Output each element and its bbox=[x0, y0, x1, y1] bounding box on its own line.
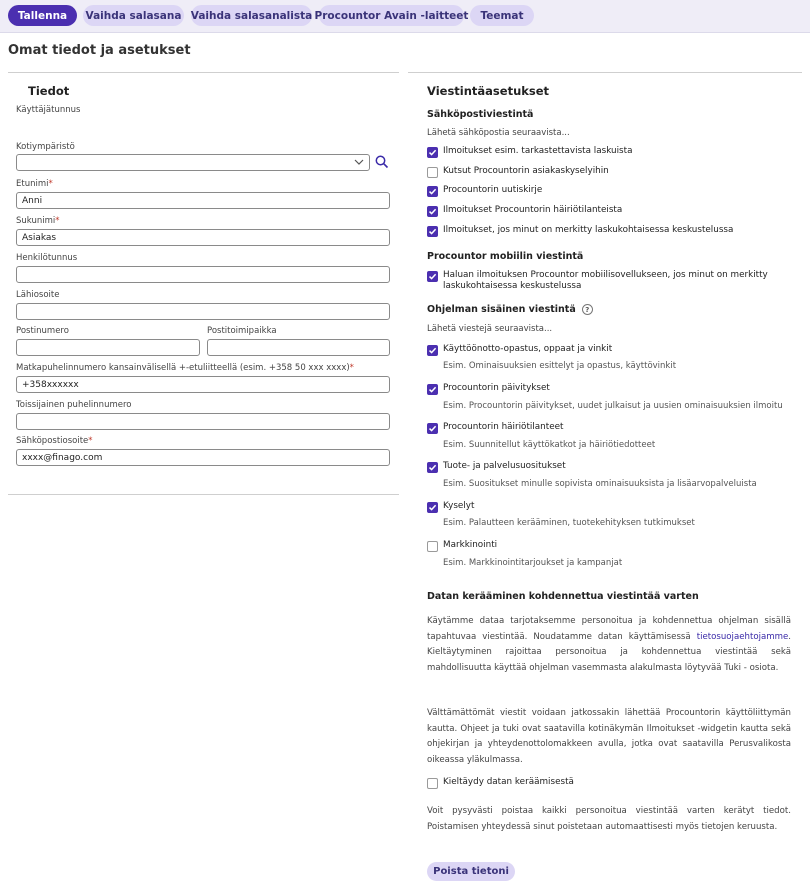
first-name-label bbox=[16, 179, 53, 189]
communication-settings-title: Viestintäasetukset bbox=[427, 84, 550, 98]
page-title: Omat tiedot ja asetukset bbox=[8, 43, 191, 58]
email-option-label: Ilmoitukset Procountorin häiriötilanteista bbox=[443, 205, 623, 215]
inapp-option-5[interactable] bbox=[427, 540, 497, 552]
email-option-4[interactable] bbox=[427, 225, 733, 237]
inapp-option-label: Tuote- ja palvelusuositukset bbox=[443, 461, 566, 471]
themes-button[interactable]: Teemat bbox=[470, 5, 534, 26]
email-option-label: Ilmoitukset, jos minut on merkitty laskukohtaisessa keskustelussa bbox=[443, 225, 734, 235]
username-label: Käyttäjätunnus bbox=[16, 105, 81, 115]
email-option-label: Procountorin uutiskirje bbox=[443, 185, 543, 195]
right-top-divider bbox=[408, 72, 802, 73]
inapp-option-label: Käyttöönotto-opastus, oppaat ja vinkit bbox=[443, 344, 613, 354]
left-top-divider bbox=[8, 72, 399, 73]
email-option-label: Ilmoitukset esim. tarkastettavista laskuista bbox=[443, 146, 633, 156]
address-label: Lähiosoite bbox=[16, 290, 60, 300]
mobile-option-label: Haluan ilmoituksen Procountor mobiilisovellukseen, jos minut on merkitty laskukohtaisessa keskustelussa bbox=[443, 270, 768, 291]
data-section-title: Datan kerääminen kohdennettua viestintää varten bbox=[427, 591, 699, 602]
data-paragraph-1-text: Käytämme dataa tarjotaksemme personoitua ja kohdennettua ohjelman sisällä tapahtuvaa viestintää. Noudatamme datan käyttämisessä bbox=[427, 616, 791, 642]
check-icon bbox=[428, 272, 437, 281]
check-icon bbox=[428, 424, 437, 433]
ssn-label: Henkilötunnus bbox=[16, 253, 78, 263]
checkbox-checked[interactable] bbox=[427, 206, 438, 217]
inapp-option-0[interactable] bbox=[427, 344, 612, 356]
change-passphrase-button[interactable]: Vaihda salasanalista bbox=[191, 5, 312, 26]
checkbox-unchecked[interactable] bbox=[427, 541, 438, 552]
email-option-2[interactable] bbox=[427, 185, 542, 197]
checkbox-checked[interactable] bbox=[427, 502, 438, 513]
check-icon bbox=[428, 207, 437, 216]
required-mark: * bbox=[48, 179, 53, 189]
inapp-section-title bbox=[427, 304, 593, 315]
inapp-option-label: Procountorin päivitykset bbox=[443, 383, 550, 393]
checkbox-unchecked[interactable] bbox=[427, 167, 438, 178]
help-icon[interactable]: ? bbox=[582, 304, 593, 315]
inapp-option-desc: Esim. Markkinointitarjoukset ja kampanjat bbox=[443, 558, 623, 568]
email-label bbox=[16, 436, 93, 446]
first-name-input[interactable]: Anni bbox=[16, 192, 390, 209]
inapp-option-desc: Esim. Suunnitellut käyttökatkot ja häiriötiedotteet bbox=[443, 440, 656, 450]
inapp-option-label: Kyselyt bbox=[443, 501, 475, 511]
mobile-label-text: Matkapuhelinnumero kansainvälisellä +-etuliitteellä (esim. +358 50 xxx xxxx) bbox=[16, 363, 350, 373]
search-icon[interactable] bbox=[375, 155, 389, 169]
inapp-section-intro: Lähetä viestejä seuraavista... bbox=[427, 324, 553, 334]
change-password-button[interactable]: Vaihda salasana bbox=[83, 5, 184, 26]
required-mark: * bbox=[55, 216, 60, 226]
check-icon bbox=[428, 187, 437, 196]
inapp-option-desc: Esim. Suositukset minulle sopivista ominaisuuksista ja lisäarvopalveluista bbox=[443, 479, 757, 489]
checkbox-checked[interactable] bbox=[427, 345, 438, 356]
checkbox-checked[interactable] bbox=[427, 462, 438, 473]
email-label-text: Sähköpostiosoite bbox=[16, 436, 89, 446]
inapp-option-desc: Esim. Palautteen kerääminen, tuotekehityksen tutkimukset bbox=[443, 518, 695, 528]
email-option-3[interactable] bbox=[427, 205, 622, 217]
delete-my-data-button[interactable]: Poista tietoni bbox=[427, 862, 515, 881]
inapp-option-label: Markkinointi bbox=[443, 540, 498, 550]
required-mark: * bbox=[349, 363, 354, 373]
check-icon bbox=[428, 227, 437, 236]
refuse-data-label: Kieltäydy datan keräämisestä bbox=[443, 777, 574, 787]
data-paragraph-1-text-end: . Kieltäytyminen rajoittaa personoitua ja kohdennettua viestintää sekä mahdollisuutta käyttää ohjelman vasemmasta alakulmasta löytyvää Tuki - osiota. bbox=[427, 631, 791, 674]
data-paragraph-2: Välttämättömät viestit voidaan jatkossakin lähettää Procountorin käyttöliittymän kautta. Ohjeet ja tuki ovat saatavilla kotinäkymän Ilmoitukset -widgetin kautta sekä ohjekirjan ja yhteydenottolomakkeen avulla, jotka ovat saatavilla Perusvalikosta oikeassa yläkulmassa. bbox=[427, 708, 791, 766]
last-name-input[interactable]: Asiakas bbox=[16, 229, 390, 246]
checkbox-checked[interactable] bbox=[427, 423, 438, 434]
checkbox-checked[interactable] bbox=[427, 384, 438, 395]
refuse-data-option[interactable] bbox=[427, 777, 574, 789]
postal-code-label: Postinumero bbox=[16, 326, 69, 336]
email-option-0[interactable] bbox=[427, 146, 632, 158]
city-label: Postitoimipaikka bbox=[207, 326, 277, 336]
inapp-option-2[interactable] bbox=[427, 422, 563, 434]
check-icon bbox=[428, 463, 437, 472]
city-input[interactable] bbox=[207, 339, 390, 356]
privacy-terms-link[interactable]: tietosuojaehtojamme bbox=[696, 631, 789, 642]
inapp-option-label: Procountorin häiriötilanteet bbox=[443, 422, 564, 432]
mobile-input[interactable]: +358xxxxxx bbox=[16, 376, 390, 393]
first-name-label-text: Etunimi bbox=[16, 179, 49, 189]
secondary-phone-label: Toissijainen puhelinnumero bbox=[16, 400, 132, 410]
checkbox-checked[interactable] bbox=[427, 226, 438, 237]
email-option-label: Kutsut Procountorin asiakaskyselyihin bbox=[443, 166, 609, 176]
checkbox-unchecked[interactable] bbox=[427, 778, 438, 789]
last-name-label-text: Sukunimi bbox=[16, 216, 56, 226]
email-input[interactable]: xxxx@finago.com bbox=[16, 449, 390, 466]
inapp-option-desc: Esim. Ominaisuuksien esittelyt ja opastus, käyttövinkit bbox=[443, 361, 677, 371]
secondary-phone-input[interactable] bbox=[16, 413, 390, 430]
mobile-label bbox=[16, 363, 354, 373]
check-icon bbox=[428, 148, 437, 157]
top-toolbar bbox=[0, 0, 810, 33]
inapp-option-4[interactable] bbox=[427, 501, 474, 513]
email-option-1[interactable] bbox=[427, 166, 609, 178]
inapp-option-1[interactable] bbox=[427, 383, 550, 395]
check-icon bbox=[428, 503, 437, 512]
inapp-option-desc: Esim. Procountorin päivitykset, uudet julkaisut ja uusien ominaisuuksien ilmoitu bbox=[443, 401, 783, 411]
inapp-section-title-text: Ohjelman sisäinen viestintä bbox=[427, 304, 576, 315]
postal-code-input[interactable] bbox=[16, 339, 200, 356]
chevron-down-icon bbox=[354, 157, 364, 167]
check-icon bbox=[428, 346, 437, 355]
home-environment-select[interactable] bbox=[16, 154, 370, 171]
personal-info-title: Tiedot bbox=[28, 84, 70, 98]
save-button[interactable]: Tallenna bbox=[8, 5, 77, 26]
home-environment-label: Kotiympäristö bbox=[16, 142, 75, 152]
required-mark: * bbox=[88, 436, 93, 446]
data-paragraph-1 bbox=[427, 614, 791, 677]
mobile-section-title: Procountor mobiilin viestintä bbox=[427, 251, 584, 262]
email-section-intro: Lähetä sähköpostia seuraavista... bbox=[427, 128, 570, 138]
inapp-option-3[interactable] bbox=[427, 461, 566, 473]
checkbox-checked[interactable] bbox=[427, 186, 438, 197]
checkbox-checked[interactable] bbox=[427, 271, 438, 282]
key-devices-button[interactable]: Procountor Avain -laitteet bbox=[319, 5, 464, 26]
checkbox-checked[interactable] bbox=[427, 147, 438, 158]
email-section-title: Sähköpostiviestintä bbox=[427, 109, 534, 120]
mobile-option[interactable] bbox=[427, 270, 793, 292]
check-icon bbox=[428, 385, 437, 394]
data-paragraph-3: Voit pysyvästi poistaa kaikki personoitua viestintää varten kerätyt tiedot. Poistamisen yhteydessä sinut poistetaan automaattisesti myös tietojen keruusta. bbox=[427, 806, 791, 832]
left-bottom-divider bbox=[8, 494, 399, 495]
ssn-input[interactable] bbox=[16, 266, 390, 283]
address-input[interactable] bbox=[16, 303, 390, 320]
last-name-label bbox=[16, 216, 59, 226]
